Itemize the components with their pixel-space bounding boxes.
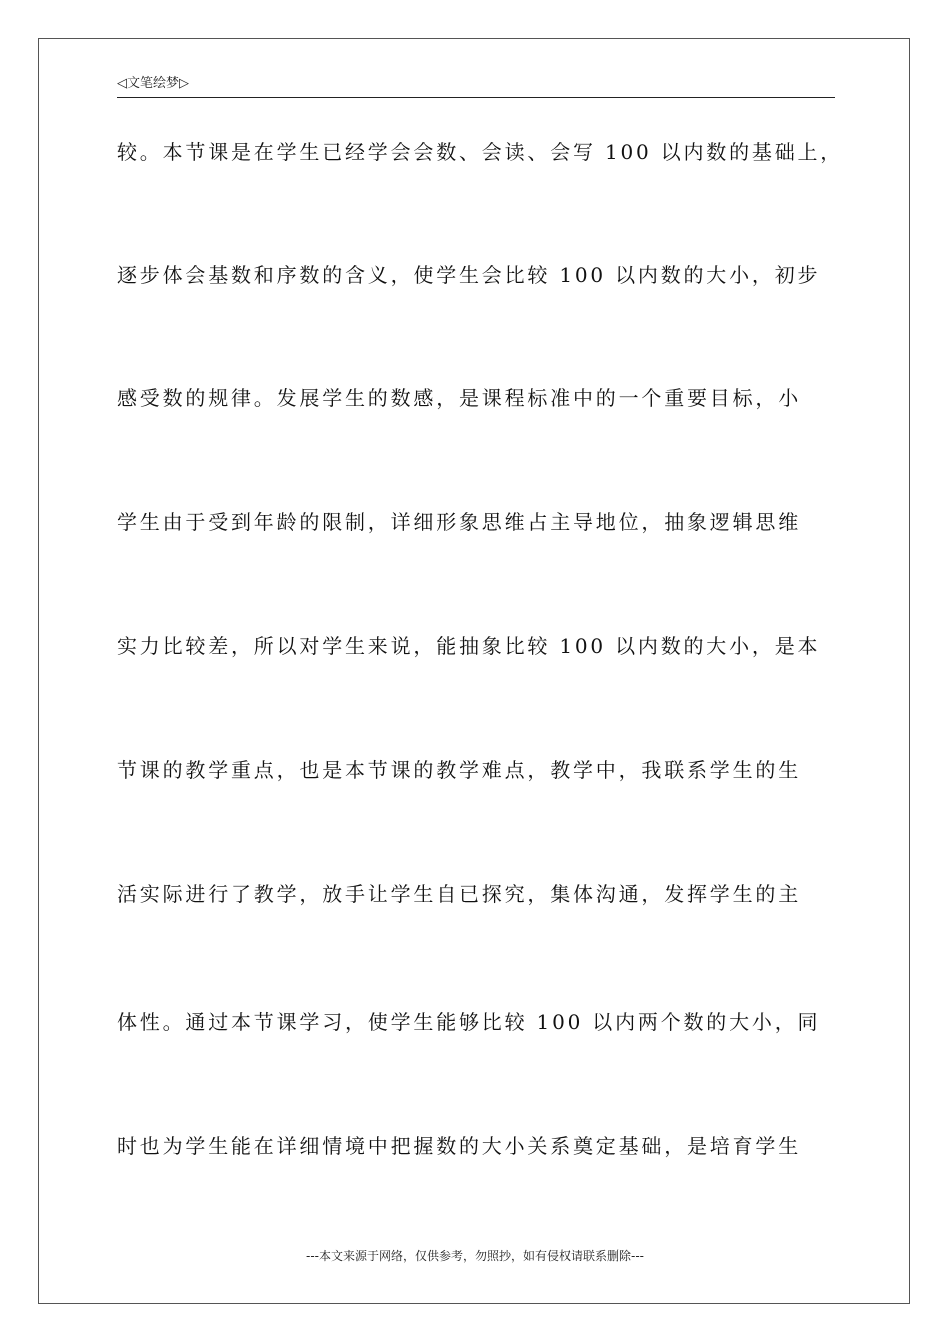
body-line: 体性。通过本节课学习，使学生能够比较 100 以内两个数的大小，同 — [117, 1010, 821, 1034]
body-line: 感受数的规律。发展学生的数感，是课程标准中的一个重要目标，小 — [117, 386, 801, 410]
page-header — [117, 74, 835, 98]
body-line: 逐步体会基数和序数的含义，使学生会比较 100 以内数的大小，初步 — [117, 263, 821, 287]
body-line: 活实际进行了教学，放手让学生自已探究，集体沟通，发挥学生的主 — [117, 882, 801, 906]
header-label: ◁文笔绘梦▷ — [117, 76, 189, 91]
body-line: 实力比较差，所以对学生来说，能抽象比较 100 以内数的大小，是本 — [117, 634, 821, 658]
body-line: 较。本节课是在学生已经学会会数、会读、会写 100 以内数的基础上， — [117, 140, 844, 164]
body-line: 时也为学生能在详细情境中把握数的大小关系奠定基础，是培育学生 — [117, 1134, 801, 1158]
body-line: 学生由于受到年龄的限制，详细形象思维占主导地位，抽象逻辑思维 — [117, 510, 801, 534]
page-border — [38, 38, 910, 1304]
body-line: 节课的教学重点，也是本节课的教学难点，教学中，我联系学生的生 — [117, 758, 801, 782]
footer-disclaimer: ---本文来源于网络，仅供参考，勿照抄，如有侵权请联系删除--- — [306, 1249, 644, 1263]
